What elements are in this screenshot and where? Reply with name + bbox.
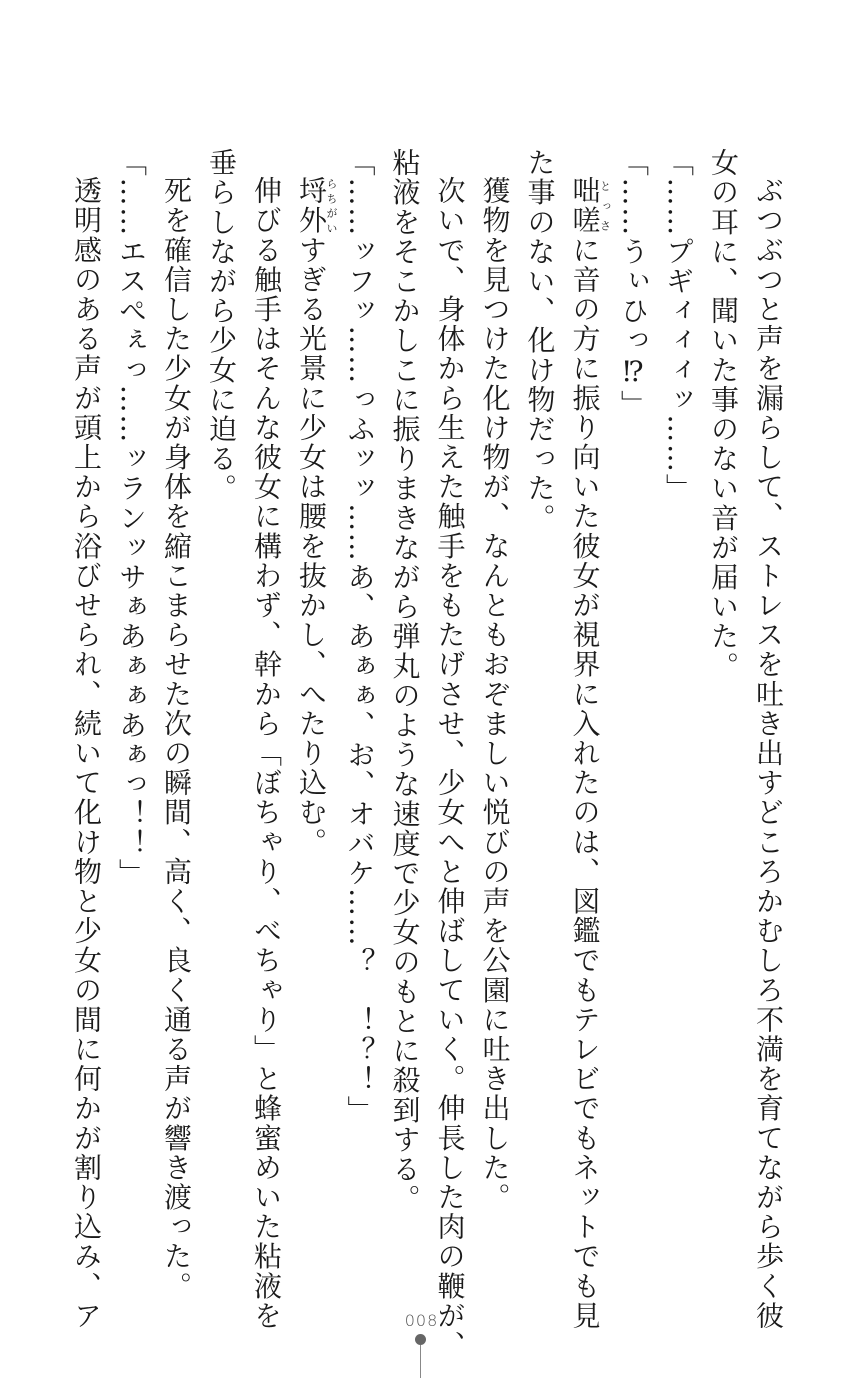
text-line-11: [289, 148, 338, 1258]
ruby-rachigai: [295, 176, 338, 236]
dialogue-line-4: 「……うぃひっ⁉」: [617, 148, 650, 420]
ruby-reading: とっさ: [598, 176, 612, 236]
text-line-13: 垂らしながら少女に迫る。: [205, 148, 238, 504]
ruby-base: 埒外: [295, 176, 328, 236]
text-line-12: 伸びる触手はそんな彼女に構わず、幹から「ぼちゃり、べちゃり」と蜂蜜めいた粘液を: [250, 176, 283, 1331]
dialogue-line-3: 「……プギィィィッ……」: [662, 148, 695, 504]
ruby-tossa: [568, 176, 612, 236]
text-line-2: 女の耳に、聞いた事のない音が届いた。: [707, 148, 740, 681]
text-line-14: 死を確信した少女が身体を縮こまらせた次の瞬間、高く、良く通る声が響き渡った。: [160, 176, 193, 1301]
text-line-11-rest: すぎる光景に少女は腰を抜かし、へたり込む。: [295, 235, 328, 857]
page-number-dot: [415, 1334, 426, 1345]
text-line-9: 粘液をそこかしこに振りまきながら弾丸のような速度で少女のもとに殺到する。: [388, 148, 422, 1214]
text-line-5: [563, 148, 612, 1331]
dialogue-line-10: 「……ッフッ……っふッッ……あ、あぁぁ、お、オバケ……？ ！？！」: [343, 148, 377, 1125]
page-number-rule: [420, 1345, 421, 1378]
ruby-reading: らちがい: [325, 176, 338, 236]
text-line-6: た事のない、化け物だった。: [523, 148, 557, 533]
dialogue-line-15: 「……エスぺぇっ……ッランッサぁあぁぁあぁっ！！」: [115, 148, 148, 888]
page-number: 008: [404, 1311, 439, 1330]
ruby-base: 咄嗟: [568, 176, 602, 236]
text-line-5-rest: に音の方に振り向いた彼女が視界に入れたのは、図鑑でもテレビでもネットでも見: [568, 235, 602, 1331]
text-line-16: 透明感のある声が頭上から浴びせられ、続いて化け物と少女の間に何かが割り込み、ア: [70, 176, 103, 1331]
text-line-7: 獲物を見つけた化け物が、なんともおぞましい悦びの声を公園に吐き出した。: [478, 176, 512, 1212]
text-line-1: ぶつぶつと声を漏らして、ストレスを吐き出すどころかむしろ不満を育てながら歩く彼: [752, 176, 785, 1331]
text-line-8: 次いで、身体から生えた触手をもたげさせ、少女へと伸ばしていく。伸長した肉の鞭が、: [433, 176, 467, 1360]
